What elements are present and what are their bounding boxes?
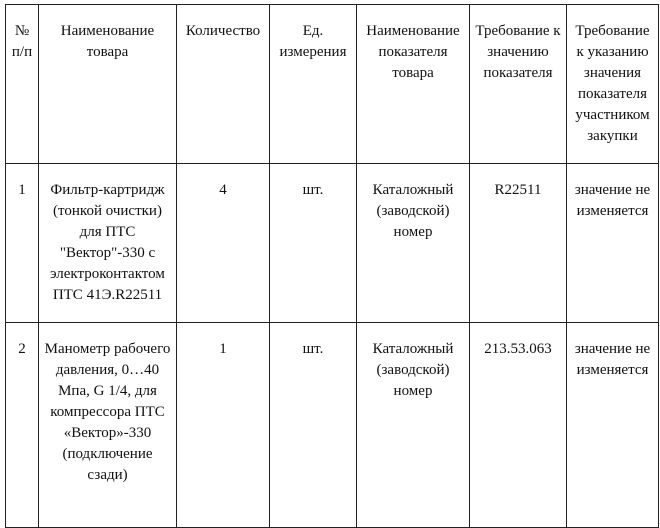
cell-product-name: Манометр рабочего давления, 0…40 Мпа, G 1/4, для компрессора ПТС «Вектор»-330 (подключение сзади): [39, 323, 177, 528]
header-quantity: Количество: [177, 5, 270, 164]
header-row: [6, 5, 659, 164]
cell-value-requirement: R22511: [470, 164, 567, 323]
cell-unit: шт.: [270, 323, 357, 528]
header-number: № п/п: [6, 5, 39, 164]
table-row: [6, 323, 659, 528]
cell-quantity: 1: [177, 323, 270, 528]
procurement-spec-table: [5, 4, 659, 528]
cell-participant-requirement: значение не изменяется: [567, 323, 659, 528]
header-unit: Ед. измерения: [270, 5, 357, 164]
cell-indicator-name: Каталожный (заводской) номер: [357, 164, 470, 323]
cell-product-name: Фильтр-картридж (тонкой очистки) для ПТС "Вектор"-330 с электроконтактом ПТС 41Э.R22511: [39, 164, 177, 323]
header-participant-requirement: Требование к указанию значения показателя участником закупки: [567, 5, 659, 164]
cell-quantity: 4: [177, 164, 270, 323]
cell-participant-requirement: значение не изменяется: [567, 164, 659, 323]
cell-unit: шт.: [270, 164, 357, 323]
cell-value-requirement: 213.53.063: [470, 323, 567, 528]
header-indicator-name: Наименование показателя товара: [357, 5, 470, 164]
cell-number: 1: [6, 164, 39, 323]
header-value-requirement: Требование к значению показателя: [470, 5, 567, 164]
header-product-name: Наименование товара: [39, 5, 177, 164]
cell-number: 2: [6, 323, 39, 528]
cell-indicator-name: Каталожный (заводской) номер: [357, 323, 470, 528]
table-row: [6, 164, 659, 323]
